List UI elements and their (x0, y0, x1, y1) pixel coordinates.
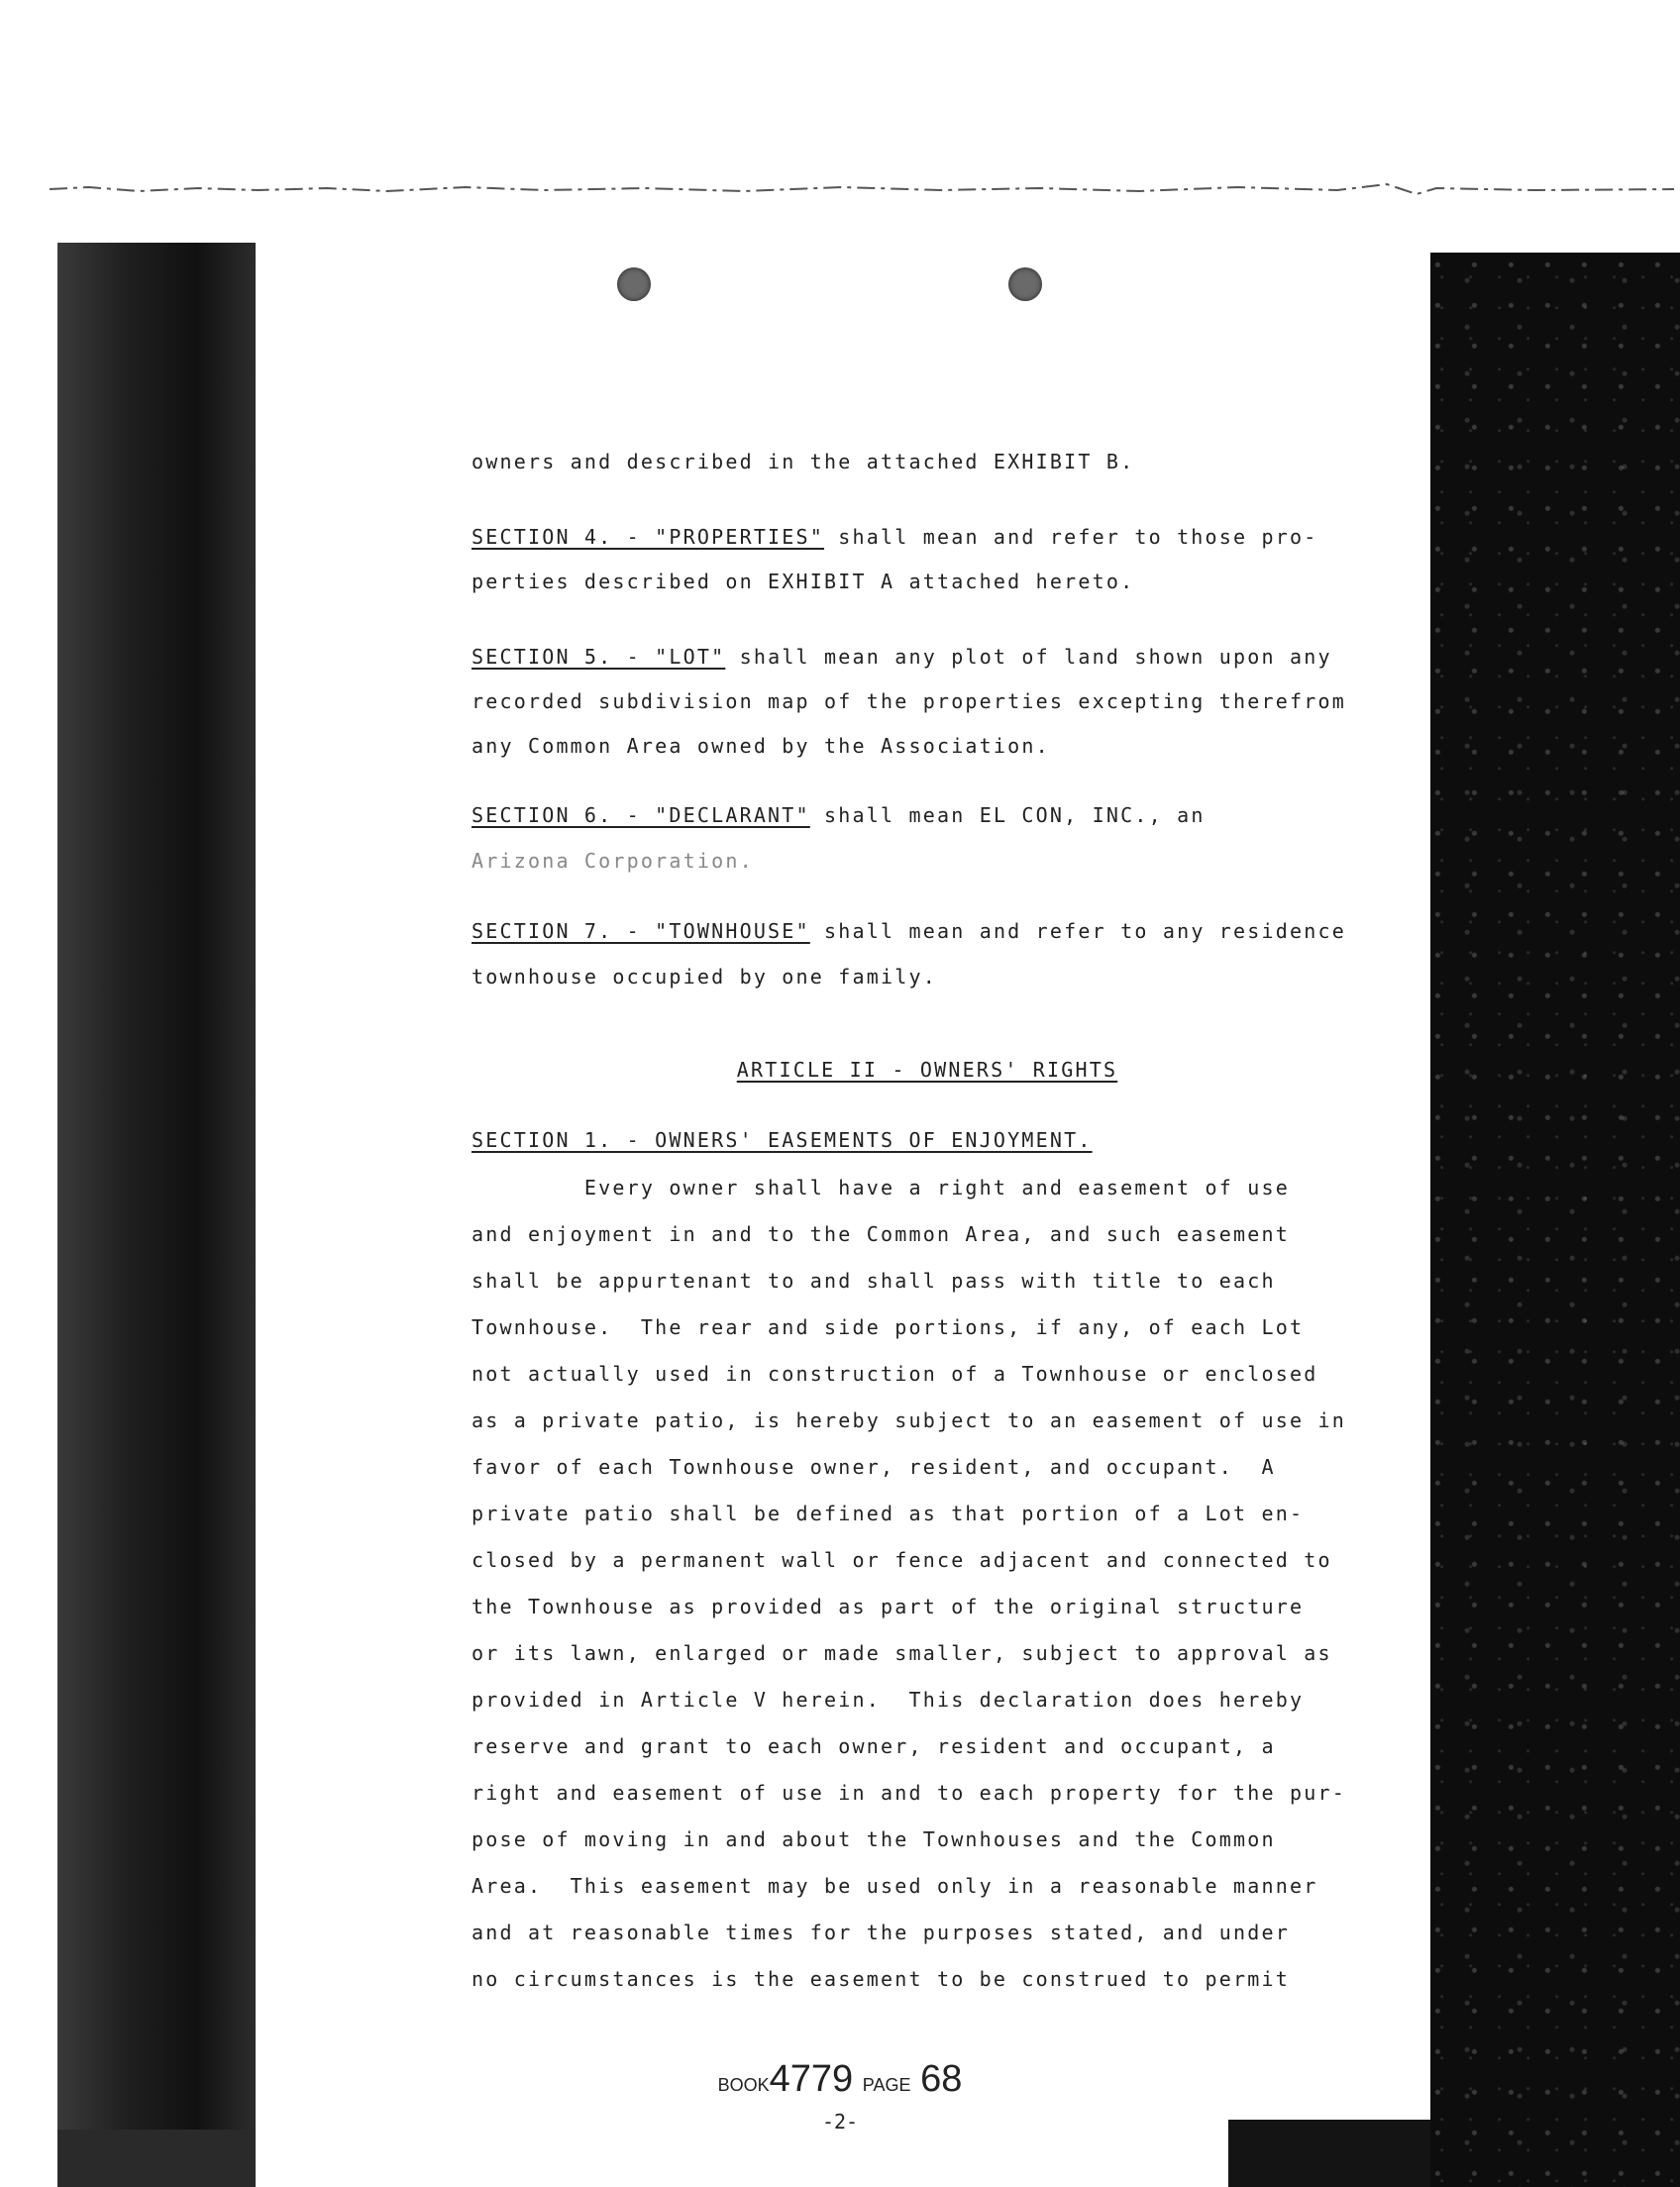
scan-dark-margin-left (57, 243, 256, 2187)
text-line: shall mean EL CON, INC., an (824, 803, 1206, 827)
text-line: shall mean any plot of land shown upon any (739, 645, 1332, 669)
paragraph-line: private patio shall be defined as that portion of a Lot en- (472, 1502, 1305, 1525)
text-line: owners and described in the attached EXHIBIT B. (472, 450, 1135, 473)
section-5-heading: SECTION 5. - "LOT" (472, 645, 726, 669)
page-label: PAGE (862, 2075, 911, 2095)
section-6-heading: SECTION 6. - "DECLARANT" (472, 803, 810, 827)
section-7-heading: SECTION 7. - "TOWNHOUSE" (472, 919, 810, 943)
article-section-1-heading: SECTION 1. - OWNERS' EASEMENTS OF ENJOYMENT. (472, 1128, 1093, 1152)
paragraph-line: shall be appurtenant to and shall pass with title to each (472, 1269, 1276, 1293)
text-line: shall mean and refer to any residence (824, 919, 1346, 943)
paragraph-line: closed by a permanent wall or fence adjacent and connected to (472, 1548, 1332, 1572)
text-line: perties described on EXHIBIT A attached hereto. (472, 570, 1135, 593)
paragraph-line: the Townhouse as provided as part of the original structure (472, 1595, 1305, 1618)
paragraph-line: and enjoyment in and to the Common Area, and such easement (472, 1222, 1290, 1246)
text-line: shall mean and refer to those pro- (838, 525, 1318, 549)
book-page-stamp (0, 2058, 1680, 2101)
paragraph-line: provided in Article V herein. This declaration does hereby (472, 1688, 1305, 1712)
text-line: any Common Area owned by the Association. (472, 734, 1050, 758)
scan-dark-margin-right (1430, 253, 1680, 2187)
paragraph-line: reserve and grant to each owner, resident and occupant, a (472, 1734, 1276, 1758)
text-line: recorded subdivision map of the properties excepting therefrom (472, 689, 1346, 713)
page-number-stamp: 68 (920, 2058, 963, 2100)
page-number: -2- (821, 2110, 859, 2134)
text-line: townhouse occupied by one family. (472, 965, 937, 989)
article-heading: ARTICLE II - OWNERS' RIGHTS (736, 1058, 1118, 1082)
section-4-heading: SECTION 4. - "PROPERTIES" (472, 525, 825, 549)
book-number: 4779 (769, 2058, 854, 2100)
paragraph-line: not actually used in construction of a Townhouse or enclosed (472, 1362, 1318, 1386)
paragraph-line: and at reasonable times for the purposes stated, and under (472, 1921, 1290, 1944)
paragraph-line: favor of each Townhouse owner, resident, and occupant. A (472, 1455, 1276, 1479)
paragraph-line: Area. This easement may be used only in a reasonable manner (472, 1874, 1318, 1898)
paragraph-line: pose of moving in and about the Townhouses and the Common (472, 1827, 1276, 1851)
paragraph-line: Townhouse. The rear and side portions, if any, of each Lot (472, 1315, 1305, 1339)
section-7 (472, 919, 1346, 943)
paragraph-line: right and easement of use in and to each property for the pur- (472, 1781, 1346, 1805)
document-body (472, 0, 1383, 2187)
scan-dark-margin-bottom-left (57, 2130, 256, 2187)
section-4 (472, 525, 1317, 549)
section-6 (472, 803, 1206, 827)
text-line: Arizona Corporation. (472, 849, 754, 873)
paragraph-line: no circumstances is the easement to be construed to permit (472, 1967, 1290, 1991)
section-5 (472, 645, 1332, 669)
book-label: BOOK (717, 2075, 770, 2095)
paragraph-line: or its lawn, enlarged or made smaller, subject to approval as (472, 1641, 1332, 1665)
paragraph-line: Every owner shall have a right and easement of use (472, 1176, 1290, 1199)
paragraph-line: as a private patio, is hereby subject to an easement of use in (472, 1408, 1346, 1432)
